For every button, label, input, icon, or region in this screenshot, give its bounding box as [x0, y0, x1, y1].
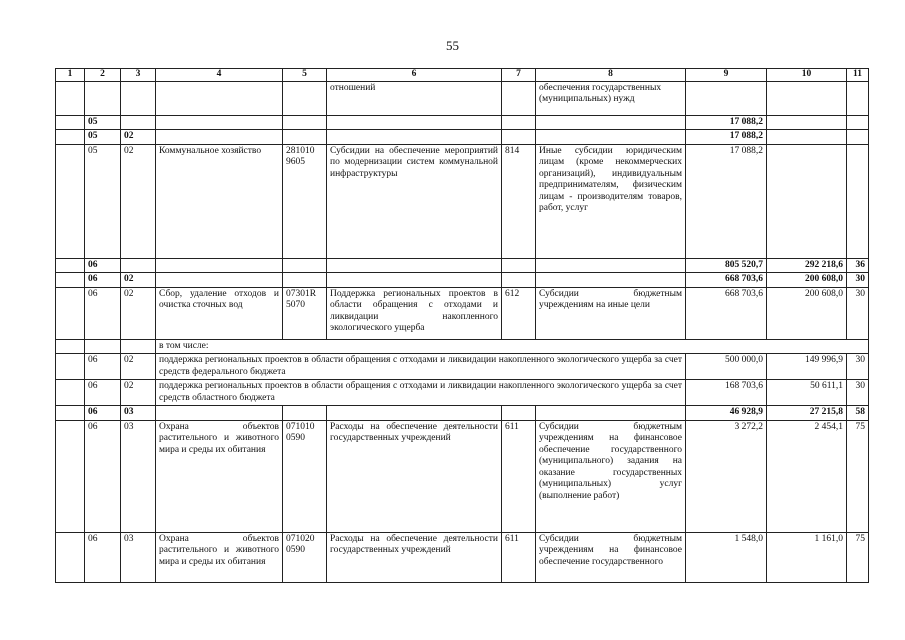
table-header-row	[56, 69, 869, 82]
cell	[847, 130, 869, 145]
cell	[56, 258, 85, 273]
plan-amount-cell: 805 520,7	[686, 258, 767, 273]
table-row	[56, 130, 869, 145]
table-row	[56, 532, 869, 582]
section-code-cell: 05	[85, 144, 121, 258]
column-header: 9	[686, 69, 767, 82]
cell	[156, 273, 283, 288]
column-header: 8	[536, 69, 686, 82]
cell	[847, 144, 869, 258]
cell	[767, 144, 847, 258]
cell	[56, 144, 85, 258]
cell	[502, 258, 536, 273]
column-header: 2	[85, 69, 121, 82]
including-label: в том числе:	[156, 339, 869, 354]
table-row	[56, 406, 869, 421]
percent-cell: 75	[847, 532, 869, 582]
sub-item-description: поддержка региональных проектов в области обращения с отходами и ликвидации накопленного экологического ущерба за счет средств федерального бюджета	[156, 354, 686, 380]
cell	[536, 273, 686, 288]
actual-amount-cell: 200 608,0	[767, 273, 847, 288]
section-code-cell: 06	[85, 354, 121, 380]
cell	[121, 258, 156, 273]
table-row	[56, 258, 869, 273]
cell	[847, 115, 869, 130]
plan-amount-cell: 3 272,2	[686, 420, 767, 532]
expense-type-cell: Иные субсидии юридическим лицам (кроме некоммерческих организаций), индивидуальным предпринимателям, физическим лицам - производителям товаров, работ, услуг	[536, 144, 686, 258]
table-row	[56, 115, 869, 130]
cell	[156, 130, 283, 145]
section-code-cell: 05	[85, 130, 121, 145]
cell	[56, 130, 85, 145]
cell	[56, 287, 85, 339]
cell	[56, 273, 85, 288]
page-number: 55	[446, 38, 459, 53]
expense-type-code-cell: 612	[502, 287, 536, 339]
cell	[536, 130, 686, 145]
section-code-cell: 06	[85, 406, 121, 421]
expense-type-code-cell: 611	[502, 420, 536, 532]
category-name-cell: Охрана объектов растительного и животного мира и среды их обитания	[156, 532, 283, 582]
cell	[56, 81, 85, 115]
cell	[327, 115, 502, 130]
subsection-code-cell: 02	[121, 287, 156, 339]
cell	[56, 339, 85, 354]
cell	[536, 115, 686, 130]
expense-type-code-cell: 814	[502, 144, 536, 258]
expense-type-cell: обеспечения государственных (муниципальных) нужд	[536, 81, 686, 115]
actual-amount-cell: 200 608,0	[767, 287, 847, 339]
table-row	[56, 81, 869, 115]
column-header: 7	[502, 69, 536, 82]
cell	[283, 115, 327, 130]
subsection-code-cell: 03	[121, 406, 156, 421]
column-header: 4	[156, 69, 283, 82]
plan-amount-cell: 168 703,6	[686, 380, 767, 406]
cell	[767, 115, 847, 130]
column-header: 5	[283, 69, 327, 82]
table-row	[56, 273, 869, 288]
target-code-cell: 07301R 5070	[283, 287, 327, 339]
sub-item-description: поддержка региональных проектов в области обращения с отходами и ликвидации накопленного экологического ущерба за счет средств областного бюджета	[156, 380, 686, 406]
cell	[686, 81, 767, 115]
cell	[327, 273, 502, 288]
table-row	[56, 420, 869, 532]
table-row	[56, 339, 869, 354]
percent-cell: 75	[847, 420, 869, 532]
plan-amount-cell: 668 703,6	[686, 273, 767, 288]
actual-amount-cell: 27 215,8	[767, 406, 847, 421]
category-name-cell: Сбор, удаление отходов и очистка сточных вод	[156, 287, 283, 339]
actual-amount-cell: 50 611,1	[767, 380, 847, 406]
budget-table	[55, 68, 869, 583]
cell	[283, 130, 327, 145]
cell	[56, 420, 85, 532]
plan-amount-cell: 17 088,2	[686, 115, 767, 130]
cell	[56, 354, 85, 380]
column-header: 3	[121, 69, 156, 82]
percent-cell: 30	[847, 273, 869, 288]
cell	[121, 339, 156, 354]
subsection-code-cell: 02	[121, 380, 156, 406]
subsection-code-cell: 02	[121, 273, 156, 288]
table-row	[56, 144, 869, 258]
table-row	[56, 380, 869, 406]
actual-amount-cell: 1 161,0	[767, 532, 847, 582]
cell	[536, 258, 686, 273]
cell	[56, 406, 85, 421]
section-code-cell: 06	[85, 380, 121, 406]
expense-description-cell: Расходы на обеспечение деятельности государственных учреждений	[327, 420, 502, 532]
expense-description-cell: Поддержка региональных проектов в области обращения с отходами и ликвидации накопленного экологического ущерба	[327, 287, 502, 339]
section-code-cell: 06	[85, 273, 121, 288]
cell	[327, 130, 502, 145]
expense-type-cell: Субсидии бюджетным учреждениям на финансовое обеспечение государственного	[536, 532, 686, 582]
cell	[283, 273, 327, 288]
plan-amount-cell: 500 000,0	[686, 354, 767, 380]
subsection-code-cell: 03	[121, 420, 156, 532]
column-header: 1	[56, 69, 85, 82]
plan-amount-cell: 46 928,9	[686, 406, 767, 421]
cell	[121, 81, 156, 115]
cell	[156, 115, 283, 130]
subsection-code-cell: 02	[121, 144, 156, 258]
percent-cell: 58	[847, 406, 869, 421]
actual-amount-cell: 2 454,1	[767, 420, 847, 532]
target-code-cell: 071010 0590	[283, 420, 327, 532]
expense-description-cell: отношений	[327, 81, 502, 115]
cell	[283, 81, 327, 115]
plan-amount-cell: 17 088,2	[686, 144, 767, 258]
cell	[56, 115, 85, 130]
cell	[767, 81, 847, 115]
cell	[121, 115, 156, 130]
target-code-cell: 071020 0590	[283, 532, 327, 582]
percent-cell: 30	[847, 287, 869, 339]
expense-type-cell: Субсидии бюджетным учреждениям на финансовое обеспечение государственного (муниципального) задания на оказание государственных (муниципальных) услуг (выполнение работ)	[536, 420, 686, 532]
cell	[156, 81, 283, 115]
expense-type-code-cell: 611	[502, 532, 536, 582]
subsection-code-cell: 02	[121, 354, 156, 380]
cell	[502, 273, 536, 288]
cell	[767, 130, 847, 145]
category-name-cell: Коммунальное хозяйство	[156, 144, 283, 258]
section-code-cell: 06	[85, 287, 121, 339]
cell	[156, 258, 283, 273]
section-code-cell: 06	[85, 420, 121, 532]
actual-amount-cell: 292 218,6	[767, 258, 847, 273]
expense-description-cell: Субсидии на обеспечение мероприятий по модернизации систем коммунальной инфраструктуры	[327, 144, 502, 258]
plan-amount-cell: 1 548,0	[686, 532, 767, 582]
cell	[156, 406, 283, 421]
cell	[283, 406, 327, 421]
cell	[502, 115, 536, 130]
column-header: 11	[847, 69, 869, 82]
section-code-cell: 06	[85, 258, 121, 273]
cell	[327, 258, 502, 273]
percent-cell: 30	[847, 354, 869, 380]
expense-type-cell: Субсидии бюджетным учреждениям на иные цели	[536, 287, 686, 339]
cell	[85, 339, 121, 354]
column-header: 10	[767, 69, 847, 82]
table-row	[56, 287, 869, 339]
target-code-cell: 281010 9605	[283, 144, 327, 258]
column-header: 6	[327, 69, 502, 82]
cell	[56, 380, 85, 406]
actual-amount-cell: 149 996,9	[767, 354, 847, 380]
section-code-cell: 06	[85, 532, 121, 582]
subsection-code-cell: 03	[121, 532, 156, 582]
plan-amount-cell: 17 088,2	[686, 130, 767, 145]
section-code-cell: 05	[85, 115, 121, 130]
cell	[56, 532, 85, 582]
cell	[327, 406, 502, 421]
plan-amount-cell: 668 703,6	[686, 287, 767, 339]
table-row	[56, 354, 869, 380]
expense-description-cell: Расходы на обеспечение деятельности государственных учреждений	[327, 532, 502, 582]
cell	[847, 81, 869, 115]
cell	[502, 406, 536, 421]
cell	[85, 81, 121, 115]
cell	[536, 406, 686, 421]
subsection-code-cell: 02	[121, 130, 156, 145]
cell	[502, 130, 536, 145]
percent-cell: 36	[847, 258, 869, 273]
cell	[283, 258, 327, 273]
category-name-cell: Охрана объектов растительного и животного мира и среды их обитания	[156, 420, 283, 532]
percent-cell: 30	[847, 380, 869, 406]
cell	[502, 81, 536, 115]
